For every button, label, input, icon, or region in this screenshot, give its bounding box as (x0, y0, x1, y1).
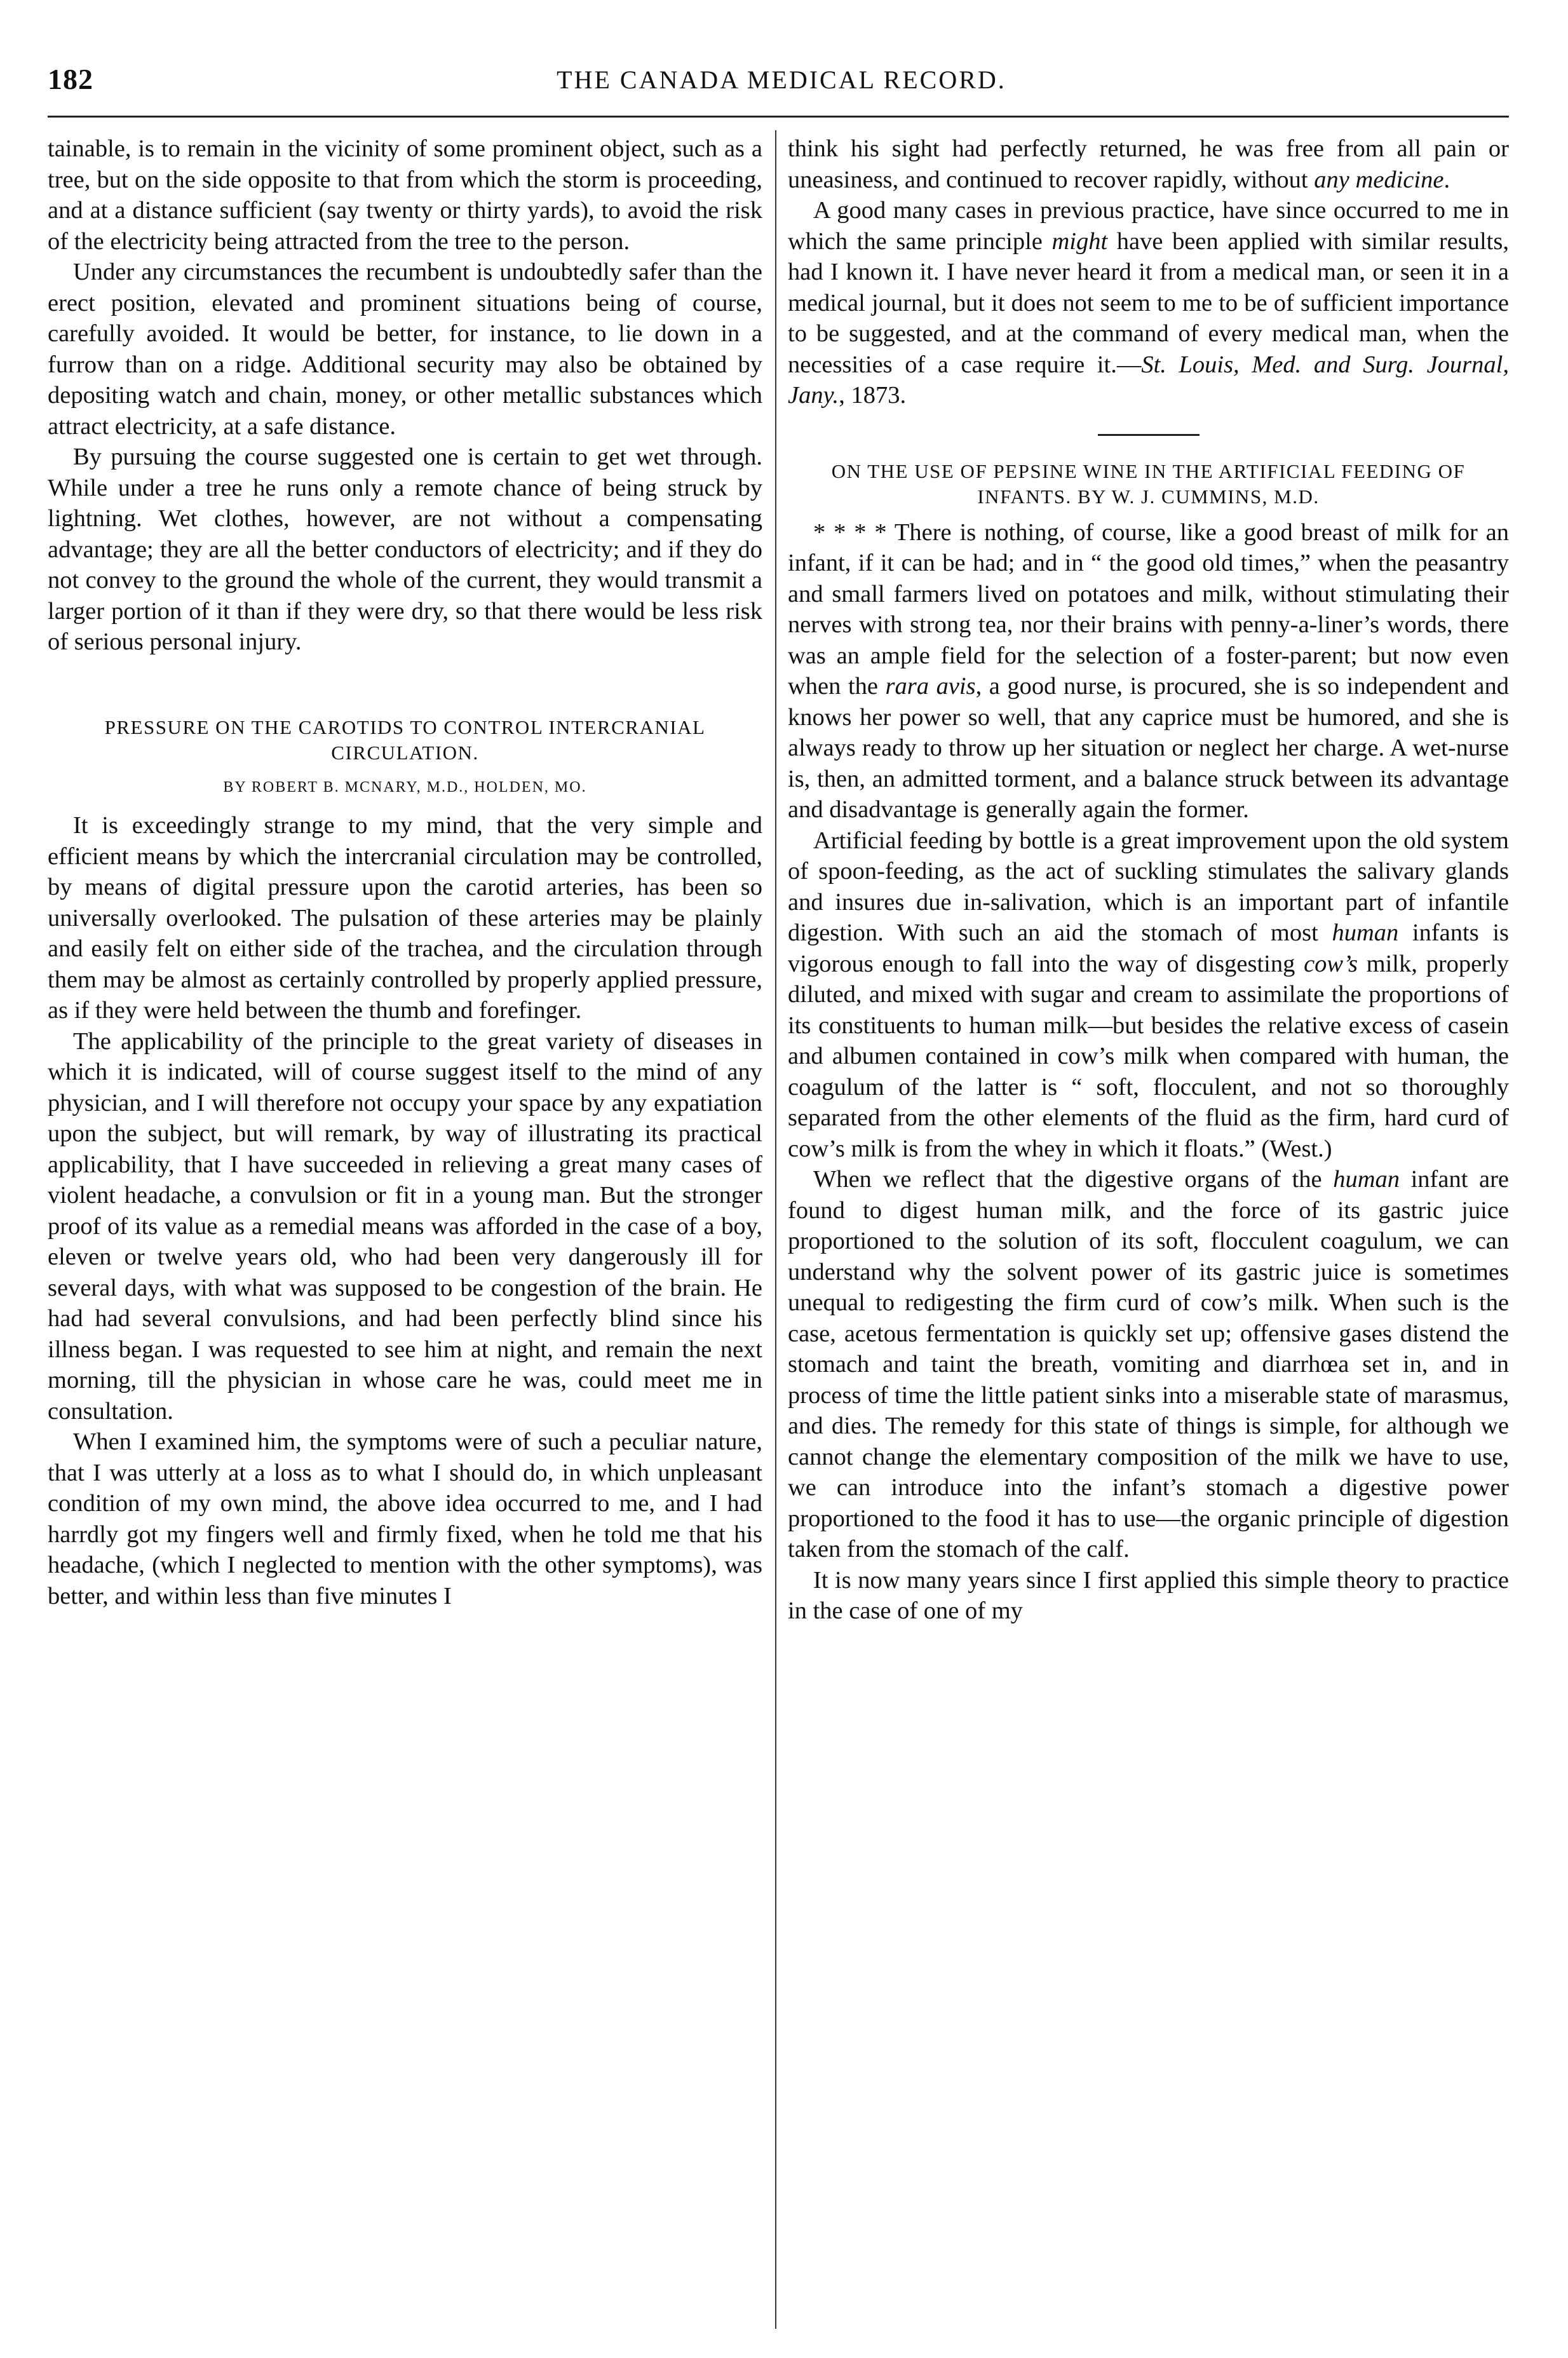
paragraph: tainable, is to remain in the vicinity of some prominent object, such as a tree, but on the side opposite to that from which the storm is proceeding, and at a distance sufficient (say twenty or thirty yards), to avoid the risk of the electricity being attracted from the tree to the person. (48, 135, 762, 255)
paragraph: Artificial feeding by bottle is a great improvement upon the old system of spoon-feeding, as the act of suckling stimulates the salivary glands and insures due in-salivation, which is an important part of infantile digestion. With such an aid the stomach of most human infants is vigorous enough to fall into the way of disgesting cow’s milk, properly diluted, and mixed with sugar and cream to assimilate the proportions of its constituents to human milk—but besides the relative excess of casein and albumen contained in cow’s milk when compared with human, the coagulum of the latter is “ soft, flocculent, and not so thoroughly separated from the other elements of the fluid as the firm, hard curd of cow’s milk is from the whey in which it floats.” (West.) (788, 827, 1509, 1162)
article-title: PRESSURE ON THE CAROTIDS TO CONTROL INTERCRANIAL CIRCULATION. (104, 715, 706, 764)
paragraph: It is exceedingly strange to my mind, that the very simple and efficient means by which the intercranial circulation may be controlled, by means of digital pressure upon the carotid arteries, has been so universally overlooked. The pulsation of these arteries may be plainly and easily felt on either side of the trachea, and the circulation through them may be almost as certainly controlled by properly applied pressure, as if they were held between the thumb and forefinger. (48, 812, 762, 1024)
paragraph: A good many cases in previous practice, have since occurred to me in which the same principle might have been applied with similar results, had I known it. I have never heard it from a medical man, or seen it in a medical journal, but it does not seem to me to be of sufficient importance to be suggested, and at the command of every medical man, when the necessities of a case require it.—St. Louis, Med. and Surg. Journal, Jany., 1873. (788, 197, 1509, 409)
header-rule (48, 116, 1509, 118)
running-title: THE CANADA MEDICAL RECORD. (557, 65, 1006, 94)
paragraph: When we reflect that the digestive organs of the human infant are found to digest human milk, and the force of its gastric juice proportioned to the solution of its soft, flocculent coagulum, we can understand why the solvent power of its gastric juice is sometimes unequal to redigesting the firm curd of cow’s milk. When such is the case, acetous fermentation is quickly set up; offensive gases distend the stomach and taint the breath, vomiting and diarrhœa set in, and in process of time the little patient sinks into a miserable state of marasmus, and dies. The remedy for this state of things is simple, for although we cannot change the elementary composition of the milk we have to use, we can introduce into the infant’s stomach a digestive power proportioned to the food it has to use—the organic principle of digestion taken from the stomach of the calf. (788, 1166, 1509, 1562)
paragraph: Under any circumstances the recumbent is undoubtedly safer than the erect position, elevated and prominent situations being of course, carefully avoided. It would be better, for instance, to lie down in a furrow than on a ridge. Additional security may also be obtained by depositing watch and chain, money, or other metallic substances which attract electricity, at a safe distance. (48, 259, 762, 440)
right-column (788, 133, 1509, 1627)
section-spacer (48, 658, 762, 715)
article-title: ON THE USE OF PEPSINE WINE IN THE ARTIFICIAL FEEDING OF INFANTS. BY W. J. CUMMINS, M.D. (831, 459, 1466, 508)
paragraph: By pursuing the course suggested one is certain to get wet through. While under a tree he runs only a remote chance of being struck by lightning. Wet clothes, however, are not without a compensating advantage; they are all the better conductors of electricity; and if they do not convey to the ground the whole of the current, they would transmit a larger portion of it than if they were dry, so that there would be less risk of serious personal injury. (48, 444, 762, 655)
paragraph: The applicability of the principle to the great variety of diseases in which it is indicated, will of course suggest itself to the mind of any physician, and I will therefore not occupy your space by any expatiation upon the subject, but will remark, by way of illustrating its practical applicability, that I have succeeded in relieving a great many cases of violent headache, a convulsion or fit in a young man. But the stronger proof of its value as a remedial means was afforded in the case of a boy, eleven or twelve years old, who had been very dangerously ill for several days, with what was supposed to be congestion of the brain. He had had several convulsions, and had been perfectly blind since his illness began. I was requested to see him at night, and remain the next morning, till the physician in whose care he was, could meet me in consultation. (48, 1027, 762, 1425)
page-number: 182 (48, 63, 93, 95)
article-byline: BY ROBERT B. MCNARY, M.D., HOLDEN, MO. (223, 778, 587, 796)
paragraph: When I examined him, the symptoms were of such a peculiar nature, that I was utterly at a loss as to what I should do, in which unpleasant condition of my own mind, the above idea occurred to me, and I had harrdly got my fingers well and firmly fixed, when he told me that his headache, (which I neglected to mention with the other symptoms), was better, and within less than five minutes I (48, 1428, 762, 1609)
column-divider (775, 130, 776, 2329)
paragraph: think his sight had perfectly returned, he was free from all pain or uneasiness, and continued to recover rapidly, without any medicine. (788, 135, 1509, 193)
paragraph: * * * * There is nothing, of course, like a good breast of milk for an infant, if it can be had; and in “ the good old times,” when the peasantry and small farmers lived on potatoes and milk, without stimulating their nerves with strong tea, nor their brains with penny-a-liner’s words, there was an ample field for the selection of a foster-parent; but now even when the rara avis, a good nurse, is procured, she is so independent and knows her power so well, that any caprice must be humored, and she is always ready to throw up her situation or neglect her charge. A wet-nurse is, then, an admitted torment, and a balance struck between its advantage and disadvantage is generally again the former. (788, 518, 1509, 823)
paragraph: It is now many years since I first applied this simple theory to practice in the case of one of my (788, 1566, 1509, 1624)
left-column (48, 133, 762, 1611)
page-header (48, 62, 1515, 107)
section-rule (1098, 434, 1200, 436)
